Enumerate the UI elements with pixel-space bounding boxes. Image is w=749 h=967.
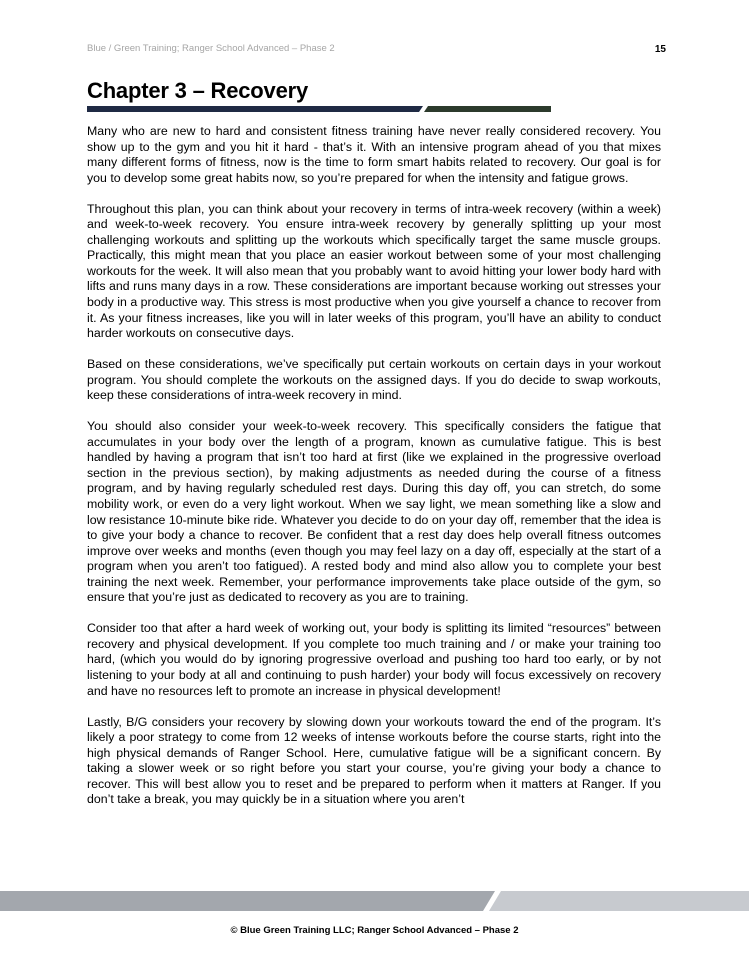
paragraph-resources: Consider too that after a hard week of working out, your body is splitting its limited “resources” between recovery and physical development. If you complete too much training and / or make your training too hard, (which you would do by ignoring progressive overload and pushing too hard too early, or by not listening to your body at all and continuing to push harder) your body will focus excessively on recovery and have no resources left to promote an increase in physical development! — [87, 621, 661, 698]
title-underline-navy — [87, 106, 423, 112]
chapter-title: Chapter 3 – Recovery — [87, 78, 308, 103]
paragraph-week-to-week: You should also consider your week-to-week recovery. This specifically considers the fatigue that accumulates in your body over the length of a program, known as cumulative fatigue. This is best handled by having a program that isn’t too hard at first (like we explained in the progressive overload section in the previous section), by making adjustments as needed during the course of a fitness program, and by having regularly scheduled rest days. During this day off, you can stretch, do some mobility work, or even do a very light workout. When we say light, we mean something like a slow and low resistance 10-minute bike ride. Whatever you decide to do on your day off, remember that the idea is to give your body a chance to recover. Be confident that a rest day does help overall fitness outcomes improve over weeks and months (even though you may feel lazy on a day off, especially at the start of a program when you aren’t too fatigued). A rested body and mind also allow you to complete your best training the next week. Remember, your performance improvements take place outside of the gym, so ensure that you’re just as dedicated to recovery as you are to training. — [87, 419, 661, 605]
page-number: 15 — [654, 44, 666, 55]
footer-band-dark — [0, 891, 495, 911]
paragraph-workout-days: Based on these considerations, we’ve specifically put certain workouts on certain days in your workout program. You should complete the workouts on the assigned days. If you do decide to swap workouts, keep these considerations of intra-week recovery in mind. — [87, 357, 661, 403]
footer-band-light — [489, 891, 749, 911]
running-header: Blue / Green Training; Ranger School Advanced – Phase 2 — [87, 43, 335, 54]
title-underline-green — [424, 106, 551, 112]
footer-band — [0, 891, 749, 911]
body-text — [87, 124, 661, 823]
paragraph-taper: Lastly, B/G considers your recovery by slowing down your workouts toward the end of the program. It’s likely a poor strategy to come from 12 weeks of intense workouts before the course starts, right into the high physical demands of Ranger School. Here, cumulative fatigue will be a significant concern. By taking a slower week or so right before you start your course, you’re giving your body a chance to recover. This will best allow you to reset and be prepared to perform when it matters at Ranger. If you don’t take a break, you may quickly be in a situation where you aren’t — [87, 714, 661, 807]
footer-copyright: © Blue Green Training LLC; Ranger School Advanced – Phase 2 — [230, 925, 519, 936]
paragraph-intro: Many who are new to hard and consistent fitness training have never really considered recovery. You show up to the gym and you hit it hard - that’s it. With an intensive program ahead of you that mixes many different forms of fitness, now is the time to form smart habits related to recovery. Our goal is for you to develop some great habits now, so you’re prepared for when the intensity and fatigue grows. — [87, 124, 661, 185]
paragraph-intra-week: Throughout this plan, you can think about your recovery in terms of intra-week recovery (within a week) and week-to-week recovery. You ensure intra-week recovery by generally splitting up your most challenging workouts and splitting up the workouts which specifically target the same muscle groups. Practically, this might mean that you place an easier workout between some of your most challenging workouts for the week. It will also mean that you probably want to avoid hitting your lower body hard with lifts and runs many days in a row. These considerations are important because working out stresses your body in a productive way. This stress is most productive when you give yourself a chance to recover from it. As your fitness increases, like you will in later weeks of this program, you’ll have an ability to conduct harder workouts on consecutive days. — [87, 201, 661, 341]
title-underline — [87, 106, 551, 112]
